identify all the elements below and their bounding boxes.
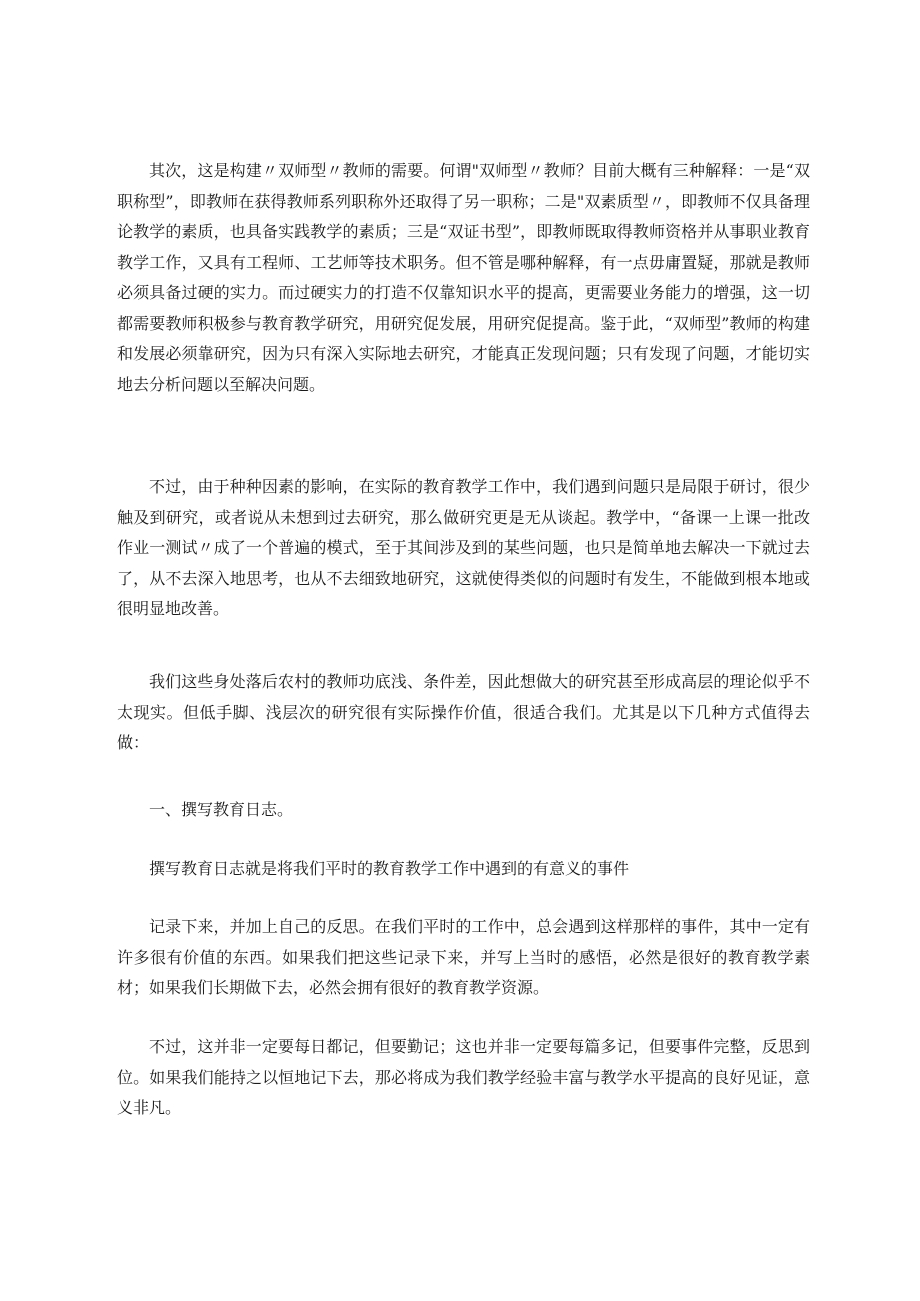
paragraph-record-reflection: 记录下来，并加上自己的反思。在我们平时的工作中，总会遇到这样那样的事件，其中一定有许多很有价值的东西。如果我们把这些记录下来，并写上当时的感悟，必然是很好的教育教学素材；如果我们长期做下去，必然会拥有很好的教育教学资源。 <box>117 917 810 997</box>
paragraph-research-issues: 不过，由于种种因素的影响，在实际的教育教学工作中，我们遇到问题只是局限于研讨，很少触及到研究，或者说从未想到过去研究，那么做研究更是无从谈起。教学中，“备课一上课一批改作业一测试〃成了一个普遍的模式，至于其间涉及到的某些问题，也只是简单地去解决一下就过去了，从不去深入地思考，也从不去细致地研究，这就使得类似的问题时有发生，不能做到根本地或很明显地改善。 <box>117 477 810 618</box>
paragraph-journal-definition: 撰写教育日志就是将我们平时的教育教学工作中遇到的有意义的事件 <box>149 859 630 878</box>
paragraph-double-qualified-teacher: 其次，这是构建〃双师型〃教师的需要。何谓"双师型〃教师？目前大概有三种解释：一是“双职称型”，即教师在获得教师系列职称外还取得了另一职称；二是"双素质型〃，即教师不仅具备理论教学的素质，也具备实践教学的素质；三是“双证书型”，即教师既取得教师资格并从事职业教育教学工作，又具有工程师、工艺师等技术职务。但不管是哪种解释，有一点毋庸置疑，那就是教师必须具备过硬的实力。而过硬实力的打造不仅靠知识水平的提高，更需要业务能力的增强，这一切都需要教师积极参与教育教学研究，用研究促发展，用研究促提高。鉴于此，“双师型”教师的构建和发展必须靠研究，因为只有深入实际地去研究，才能真正发现问题；只有发现了问题，才能切实地去分析问题以至解决问题。 <box>117 161 810 394</box>
paragraph-persistence: 不过，这并非一定要每日都记，但要勤记；这也并非一定要每篇多记，但要事件完整，反思到位。如果我们能持之以恒地记下去，那必将成为我们教学经验丰富与教学水平提高的良好见证，意义非凡。 <box>117 1037 810 1117</box>
section-heading-education-journal: 一、撰写教育日志。 <box>149 800 294 819</box>
paragraph-rural-teachers: 我们这些身处落后农村的教师功底浅、条件差，因此想做大的研究甚至形成高层的理论似乎不太现实。但低手脚、浅层次的研究很有实际操作价值，很适合我们。尤其是以下几种方式值得去做： <box>117 672 810 752</box>
